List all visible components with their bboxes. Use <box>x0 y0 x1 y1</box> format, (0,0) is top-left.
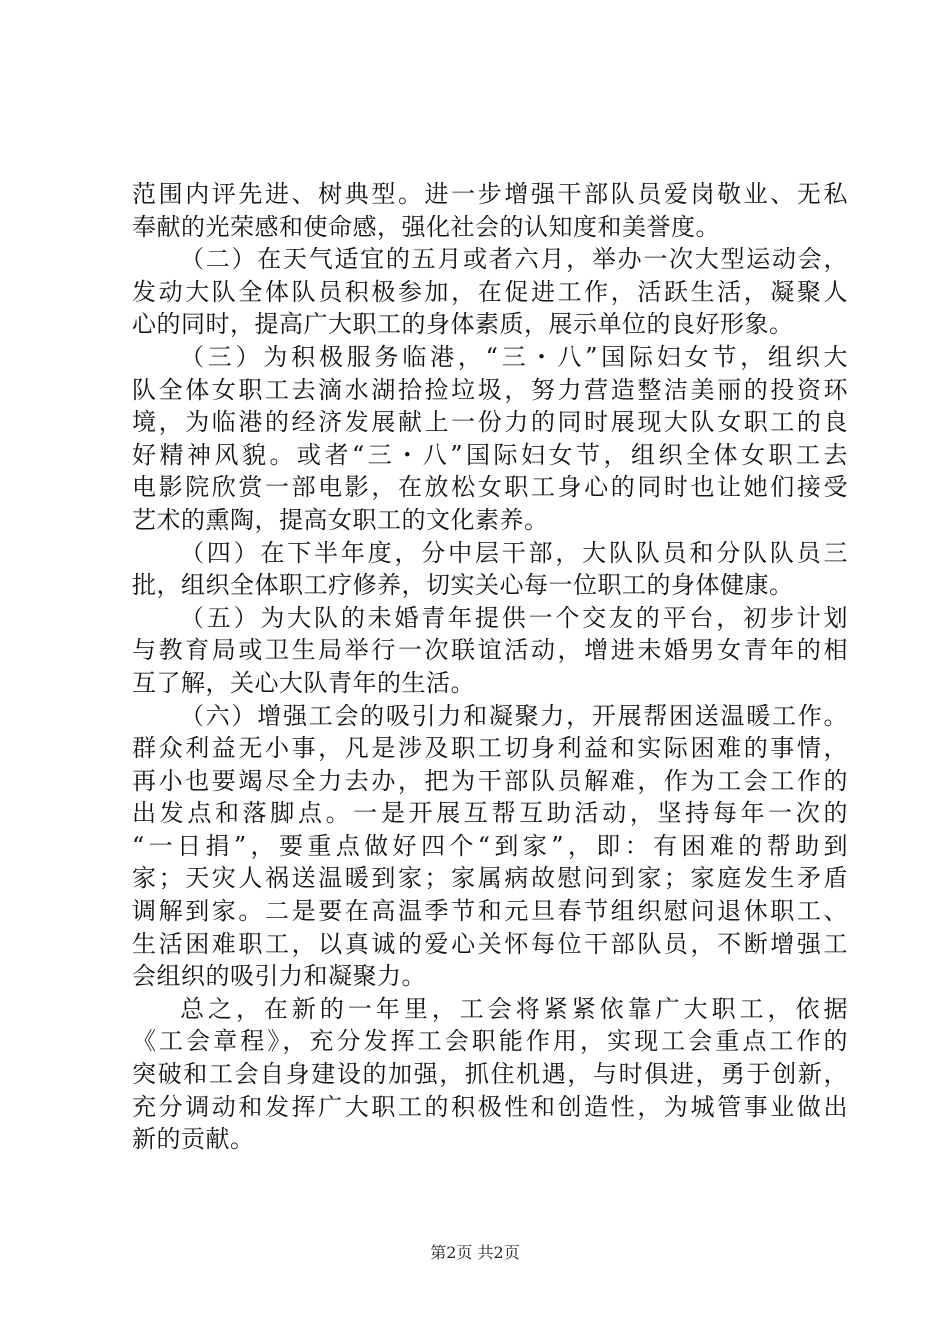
text-line: 再小也要竭尽全力去办，把为干部队员解难，作为工会工作的 <box>132 766 848 795</box>
text-line: （四）在下半年度，分中层干部，大队队员和分队队员三 <box>180 538 848 567</box>
text-line: 奉献的光荣感和使命感，强化社会的认知度和美誉度。 <box>132 212 720 241</box>
text-line: 好精神风貌。或者“三・八”国际妇女节，组织全体女职工去 <box>132 440 848 469</box>
text-line: 《工会章程》，充分发挥工会职能作用，实现工会重点工作的 <box>132 1027 848 1056</box>
text-line: 艺术的熏陶，提高女职工的文化素养。 <box>132 505 549 534</box>
text-line: 队全体女职工去滴水湖拾捡垃圾，努力营造整洁美丽的投资环 <box>132 375 848 404</box>
text-line: 群众利益无小事，凡是涉及职工切身利益和实际困难的事情， <box>132 734 848 763</box>
text-line: 突破和工会自身建设的加强，抓住机遇，与时俱进，勇于创新， <box>132 1060 848 1089</box>
text-line: 互了解，关心大队青年的生活。 <box>132 668 475 697</box>
text-line: （二）在天气适宜的五月或者六月，举办一次大型运动会， <box>180 245 848 274</box>
text-line: 会组织的吸引力和凝聚力。 <box>132 962 426 991</box>
text-line: 境，为临港的经济发展献上一份力的同时展现大队女职工的良 <box>132 408 848 437</box>
page-footer: 第2页 共2页 <box>430 1243 520 1262</box>
text-line: 发动大队全体队员积极参加，在促进工作，活跃生活，凝聚人 <box>132 277 848 306</box>
text-line: 出发点和落脚点。一是开展互帮互助活动，坚持每年一次的 <box>132 799 848 828</box>
text-line: 心的同时，提高广大职工的身体素质，展示单位的良好形象。 <box>132 310 794 339</box>
text-line: （三）为积极服务临港，“三・八”国际妇女节，组织大 <box>180 342 848 371</box>
text-line: 家；天灾人祸送温暖到家；家属病故慰问到家；家庭发生矛盾 <box>132 864 848 893</box>
text-line: （五）为大队的未婚青年提供一个交友的平台，初步计划 <box>180 603 848 632</box>
text-line: 电影院欣赏一部电影，在放松女职工身心的同时也让她们接受 <box>132 473 848 502</box>
text-line: 批，组织全体职工疗修养，切实关心每一位职工的身体健康。 <box>132 571 794 600</box>
text-line: 与教育局或卫生局举行一次联谊活动，增进未婚男女青年的相 <box>132 636 848 665</box>
text-line: （六）增强工会的吸引力和凝聚力，开展帮困送温暖工作。 <box>180 701 848 730</box>
text-line: 总之，在新的一年里，工会将紧紧依靠广大职工，依据 <box>180 994 848 1023</box>
text-line: “一日捐”，要重点做好四个“到家”，即：有困难的帮助到 <box>132 831 848 860</box>
text-line: 生活困难职工，以真诚的爱心关怀每位干部队员，不断增强工 <box>132 929 848 958</box>
text-line: 充分调动和发挥广大职工的积极性和创造性，为城管事业做出 <box>132 1092 848 1121</box>
text-line: 范围内评先进、树典型。进一步增强干部队员爱岗敬业、无私 <box>132 180 848 208</box>
text-line: 调解到家。二是要在高温季节和元旦春节组织慰问退休职工、 <box>132 897 848 926</box>
document-body <box>132 178 848 1156</box>
text-line: 新的贡献。 <box>132 1125 255 1154</box>
